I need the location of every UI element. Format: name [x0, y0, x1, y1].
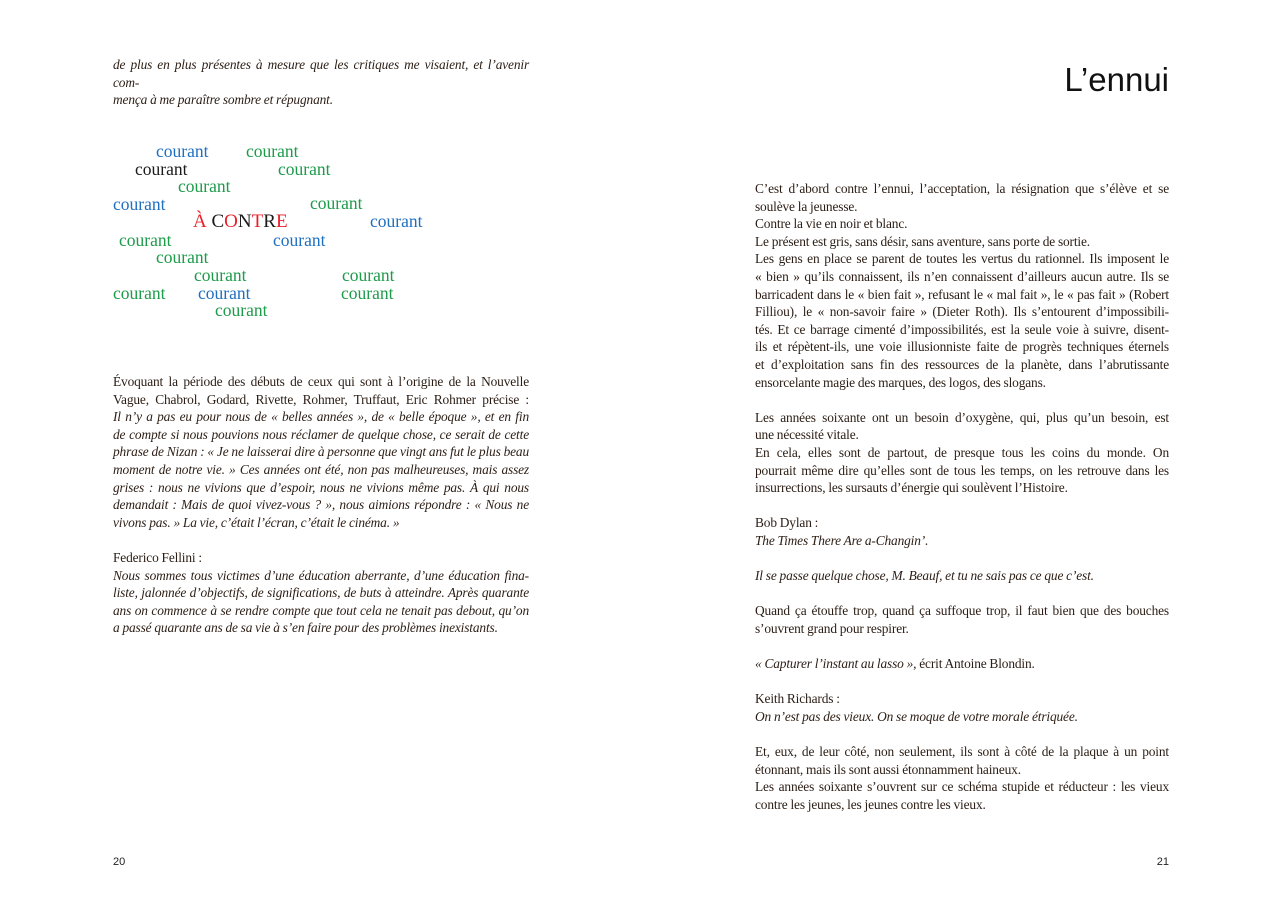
- paragraph-vieux: [755, 743, 1169, 813]
- word-courant: courant: [278, 159, 331, 179]
- paragraph-ennui: [755, 180, 1169, 391]
- word-courant: courant: [156, 247, 209, 267]
- text-line: Vague, Chabrol, Godard, Rivette, Rohmer, Truffaut, Eric Rohmer précise :: [113, 391, 529, 407]
- text-line: « bien » qu’ils connaissent, ils n’en connaissent d’ailleurs aucun autre. Ils se: [755, 268, 1169, 284]
- word-courant: courant: [119, 230, 172, 250]
- letter: N: [237, 211, 252, 232]
- paragraph-respirer: [755, 602, 1169, 637]
- text-line: Les gens en place se parent de toutes les vertus du rationnel. Ils imposent le: [755, 251, 1169, 267]
- word-courant: courant: [156, 141, 209, 161]
- speaker-label: Keith Richards :: [755, 691, 840, 707]
- text-line: pourrait même dire qu’elles sont de tous les temps, on les retrouve dans les: [755, 462, 1169, 478]
- text-line: ils et répètent-ils, une voie illusionniste faite de progrès techniques éternels: [755, 339, 1169, 355]
- letter: O: [224, 211, 238, 232]
- speaker-label: Bob Dylan :: [755, 515, 819, 531]
- speaker-label: Federico Fellini :: [113, 549, 202, 565]
- text-line: moment de notre vie. » Ces années ont été, non pas malheureuses, mais assez: [113, 461, 529, 477]
- chapter-title: L’ennui: [1064, 61, 1169, 98]
- text-line: Évoquant la période des débuts de ceux qui sont à l’origine de la Nouvelle: [113, 374, 529, 389]
- text-line: de plus en plus présentes à mesure que les critiques me visaient, et l’avenir com-: [113, 57, 529, 90]
- text-line: et d’exploitation sans fin des ressources de la planète, dans l’abrutissante: [755, 356, 1169, 372]
- text-line: phrase de Nizan : « Je ne laisserai dire à personne que vingt ans fut le plus beau: [113, 444, 529, 460]
- word-courant: courant: [215, 300, 268, 320]
- text-line: mença à me paraître sombre et répugnant.: [113, 92, 333, 108]
- word-courant: courant: [194, 265, 247, 285]
- word-courant: courant: [341, 283, 394, 303]
- text-line: ensorcelante magie des marques, des logos, des slogans.: [755, 374, 1046, 390]
- text-line: soulève la jeunesse.: [755, 198, 858, 214]
- intro-text: [113, 56, 529, 109]
- blondin-line: [755, 655, 1169, 673]
- text-line: Contre la vie en noir et blanc.: [755, 216, 908, 232]
- text-line: tés. Et ce barrage cimenté d’impossibilités, est la seule voie à suivre, disent-: [755, 321, 1169, 337]
- text-line: a passé quarante ans de sa vie à s’en faire pour des problèmes inexistants.: [113, 620, 498, 636]
- text-line: Et, eux, de leur côté, non seulement, ils sont à côté de la plaque à un point: [755, 744, 1169, 759]
- text-line: contre les jeunes, les jeunes contre les vieux.: [755, 796, 986, 812]
- right-text-column: [755, 180, 1169, 831]
- fellini-paragraph: [113, 549, 529, 637]
- text-line: de compte si nous pouvions nous réclamer de quelque chose, ce serait de cette: [113, 426, 529, 442]
- text-line: Les années soixante ont un besoin d’oxygène, qui, plus qu’un besoin, est: [755, 409, 1169, 425]
- a-contre-heading: [193, 213, 288, 231]
- richards-block: [755, 690, 1169, 725]
- word-courant: courant: [135, 159, 188, 179]
- richards-quote: On n’est pas des vieux. On se moque de votre morale étriquée.: [755, 708, 1078, 724]
- text-line: Quand ça étouffe trop, quand ça suffoque trop, il faut bien que des bouches: [755, 603, 1169, 619]
- text-line: insurrections, les sursauts d’énergie qui soulèvent l’Histoire.: [755, 480, 1068, 496]
- text-line: barricadent dans le « bien fait », refusant le « mal fait », le « pas fait » (Robert: [755, 286, 1169, 302]
- rohmer-quote: [113, 408, 529, 531]
- text-line: Il se passe quelque chose, M. Beauf, et tu ne sais pas ce que c’est.: [755, 568, 1094, 584]
- blondin-attribution: , écrit Antoine Blondin.: [913, 656, 1035, 672]
- paragraph-oxygene: [755, 409, 1169, 497]
- dylan-block: [755, 514, 1169, 549]
- text-line: vivons pas. » La vie, c’était l’écran, c’était le cinéma. »: [113, 514, 400, 530]
- text-line: ans on commence à se rendre compte que tout cela ne tenait pas debout, qu’on: [113, 602, 529, 618]
- text-line: une nécessité vitale.: [755, 427, 859, 443]
- text-line: En cela, elles sont de partout, de presque tous les coins du monde. On: [755, 444, 1169, 460]
- word-courant: courant: [113, 194, 166, 214]
- word-courant: courant: [178, 176, 231, 196]
- text-line: Il n’y a pas eu pour nous de « belles années », de « belle époque », et en fin: [113, 409, 529, 425]
- text-line: C’est d’abord contre l’ennui, l’acceptation, la résignation que s’élève et se: [755, 181, 1169, 196]
- blondin-quote: « Capturer l’instant au lasso »: [755, 656, 914, 672]
- text-line: grises : nous ne vivions que d’espoir, nous ne vivions même pas. À qui nous: [113, 479, 529, 495]
- letter: R: [263, 211, 276, 232]
- word-courant: courant: [273, 230, 326, 250]
- dylan-quote: [755, 567, 1169, 585]
- fellini-quote: [113, 567, 529, 637]
- text-line: Le présent est gris, sans désir, sans aventure, sans porte de sortie.: [755, 233, 1090, 249]
- letter: E: [275, 211, 288, 232]
- right-page: [641, 0, 1282, 904]
- word-courant: courant: [310, 193, 363, 213]
- word-courant: courant: [113, 283, 166, 303]
- letter: T: [251, 211, 264, 232]
- page-number: 20: [113, 856, 126, 868]
- text-line: s’ouvrent grand pour respirer.: [755, 620, 909, 636]
- text-line: Les années soixante s’ouvrent sur ce schéma stupide et réducteur : les vieux: [755, 779, 1169, 795]
- letter: C: [211, 211, 225, 232]
- word-courant: courant: [370, 211, 423, 231]
- rohmer-paragraph: [113, 373, 529, 531]
- left-text-column: [113, 373, 529, 655]
- letter: À: [193, 211, 207, 232]
- text-line: Nous sommes tous victimes d’une éducation aberrante, d’une éducation fina-: [113, 567, 529, 583]
- word-courant: courant: [246, 141, 299, 161]
- word-courant: courant: [198, 283, 251, 303]
- text-line: Filliou), le « non-savoir faire » (Dieter Roth). Ils s’entourent d’impossibili-: [755, 304, 1169, 320]
- text-line: demandait : Mais de quoi vivez-vous ? », nous aimions répondre : « Nous ne: [113, 497, 529, 513]
- song-title: The Times There Are a-Changin’.: [755, 532, 929, 548]
- page-number: 21: [1156, 856, 1169, 868]
- text-line: liste, jalonnée d’objectifs, de significations, de buts à atteindre. Après quarante: [113, 585, 529, 601]
- word-courant: courant: [342, 265, 395, 285]
- text-line: étonnant, mais ils sont aussi étonnamment haineux.: [755, 761, 1021, 777]
